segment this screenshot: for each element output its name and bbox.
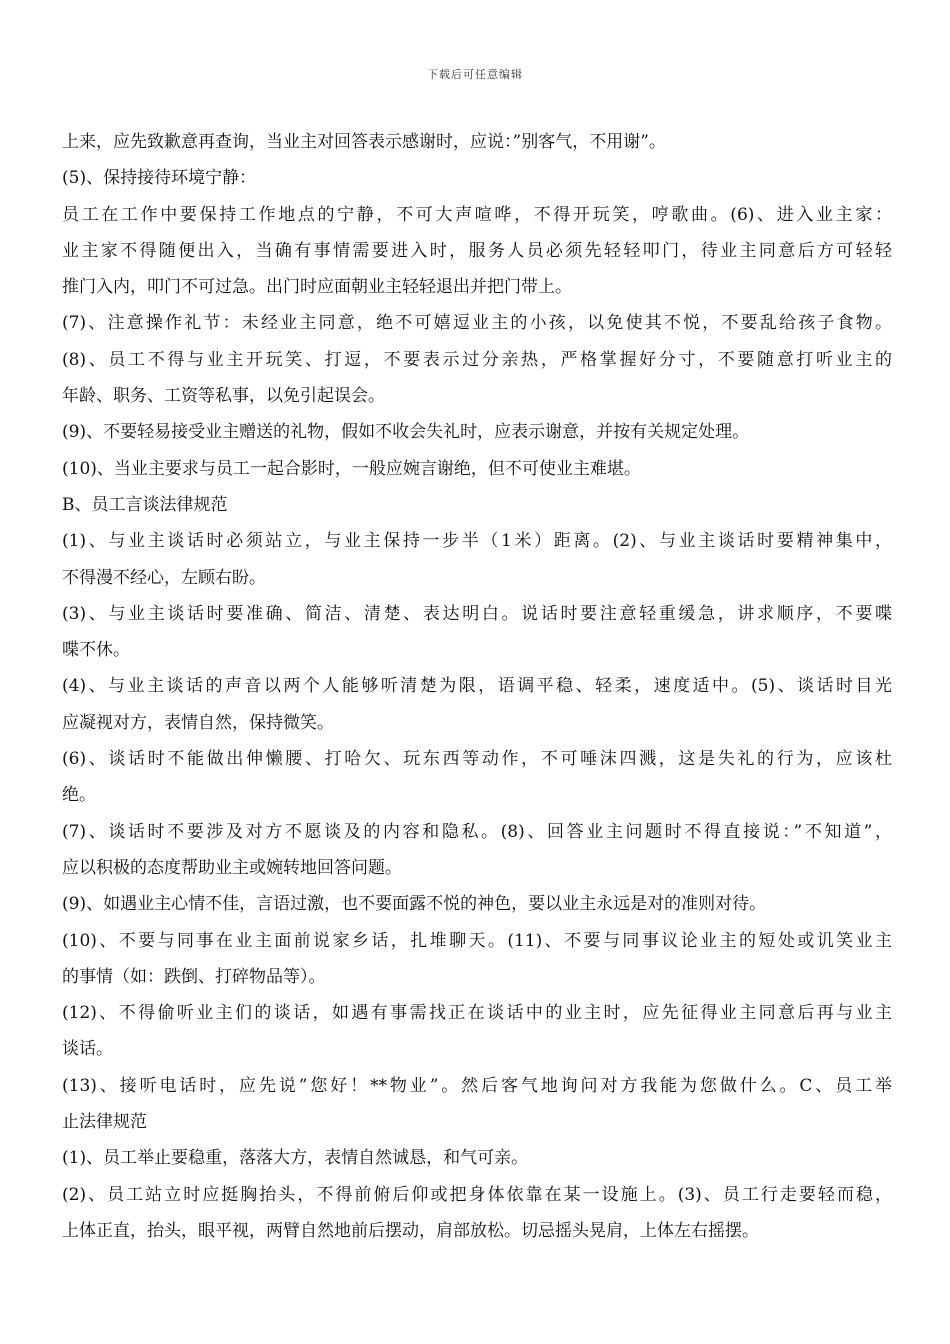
text-line: 止法律规范: [62, 1112, 147, 1133]
text-line: 的事情（如：跌倒、打碎物品等）。: [62, 966, 326, 987]
text-line: (9)、如遇业主心情不佳，言语过激，也不要面露不悦的神色，要以业主永远是对的准则对待。: [62, 894, 767, 915]
text-line: 应凝视对方，表情自然，保持微笑。: [62, 712, 334, 733]
text-line: 年龄、职务、工资等私事，以免引起误会。: [62, 386, 385, 407]
text-line: (6)、谈话时不能做出伸懒腰、打哈欠、玩东西等动作，不可唾沫四溅，这是失礼的行为，应该杜: [62, 749, 892, 770]
text-line: (10)、不要与同事在业主面前说家乡话，扎堆聊天。(11)、不要与同事议论业主的短处或讥笑业主: [62, 930, 892, 951]
text-line: (1)、员工举止要稳重，落落大方，表情自然诚恳，和气可亲。: [62, 1148, 529, 1169]
text-line: (12)、不得偷听业主们的谈话，如遇有事需找正在谈话中的业主时，应先征得业主同意后再与业主: [62, 1003, 892, 1024]
text-line: B、员工言谈法律规范: [62, 494, 228, 515]
text-line: 谈话。: [62, 1039, 113, 1060]
text-line: (9)、不要轻易接受业主赠送的礼物，假如不收会失礼时，应表示谢意，并按有关规定处理。: [62, 422, 750, 443]
text-line: (5)、保持接待环境宁静：: [62, 168, 257, 189]
text-line: (10)、当业主要求与员工一起合影时，一般应婉言谢绝，但不可使业主难堪。: [62, 458, 641, 479]
text-line: (7)、谈话时不要涉及对方不愿谈及的内容和隐私。(8)、回答业主问题时不得直接说：”不知道”，: [62, 821, 892, 842]
text-line: 喋不休。: [62, 640, 130, 661]
text-line: (13)、接听电话时，应先说”您好！**物业”。然后客气地询问对方我能为您做什么。C、员工举: [62, 1075, 892, 1096]
page-header: 下载后可任意编辑: [427, 68, 523, 81]
text-line: 业主家不得随便出入，当确有事情需要进入时，服务人员必须先轻轻叩门，待业主同意后方可轻轻: [62, 240, 892, 261]
text-line: (7)、注意操作礼节：未经业主同意，绝不可嬉逗业主的小孩，以免使其不悦，不要乱给孩子食物。: [62, 313, 892, 334]
text-line: 绝。: [62, 785, 96, 806]
text-line: 推门入内，叩门不可过急。出门时应面朝业主轻轻退出并把门带上。: [62, 277, 572, 298]
text-line: 上来，应先致歉意再查询，当业主对回答表示感谢时，应说：”别客气，不用谢”。: [62, 132, 666, 152]
text-line: (2)、员工站立时应挺胸抬头，不得前俯后仰或把身体依靠在某一设施上。(3)、员工行走要轻而稳，: [62, 1184, 892, 1205]
document-body: [62, 124, 892, 1249]
text-line: 不得漫不经心，左顾右盼。: [62, 567, 266, 588]
text-line: (8)、员工不得与业主开玩笑、打逗，不要表示过分亲热，严格掌握好分寸，不要随意打听业主的: [62, 349, 892, 370]
text-line: 员工在工作中要保持工作地点的宁静，不可大声喧哗，不得开玩笑，哼歌曲。(6)、进入业主家：: [62, 204, 892, 225]
text-line: (4)、与业主谈话的声音以两个人能够听清楚为限，语调平稳、轻柔，速度适中。(5)、谈话时目光: [62, 676, 892, 697]
text-line: (3)、与业主谈话时要准确、简洁、清楚、表达明白。说话时要注意轻重缓急，讲求顺序，不要喋: [62, 603, 892, 624]
text-line: (1)、与业主谈话时必须站立，与业主保持一步半（1米）距离。(2)、与业主谈话时要精神集中，: [62, 531, 892, 552]
text-line: 应以积极的态度帮助业主或婉转地回答问题。: [62, 857, 402, 878]
text-line: 上体正直，抬头，眼平视，两臂自然地前后摆动，肩部放松。切忌摇头晃肩，上体左右摇摆。: [62, 1220, 759, 1241]
